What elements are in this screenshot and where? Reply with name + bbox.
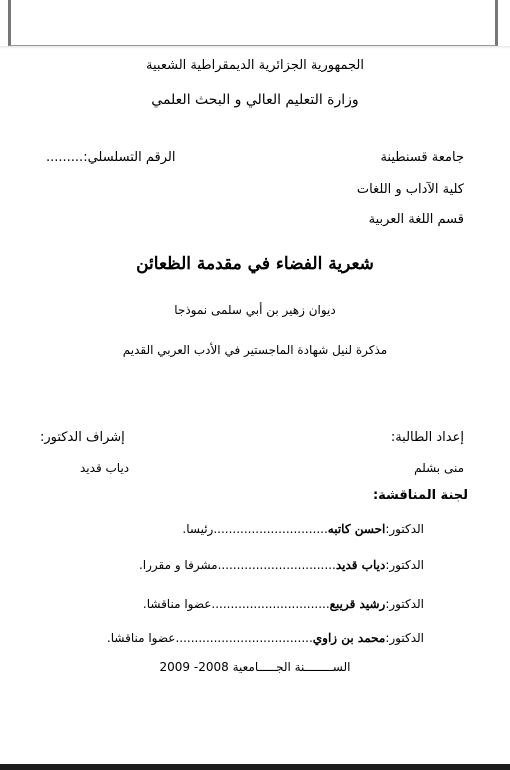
committee-row-3 [143, 596, 424, 612]
page-frame-top [8, 0, 498, 46]
thesis-degree: مذكرة لنيل شهادة الماجستير في الأدب العربي القديم [122, 343, 388, 357]
committee-member-name: رشيد قريبع [329, 597, 386, 611]
committee-member-name: محمد بن زاوي [312, 631, 386, 645]
republic-heading: الجمهورية الجزائرية الديمقراطية الشعبية [146, 58, 364, 73]
committee-member-name: احسن كاتبه [327, 522, 386, 536]
student-label: إعداد الطالبة: [390, 430, 464, 445]
committee-heading: لجنة المناقشة: [372, 488, 468, 503]
ministry-heading: وزارة التعليم العالي و البحث العلمي [151, 92, 359, 108]
committee-prefix: الدكتور: [385, 631, 424, 645]
page-shadow [0, 46, 510, 49]
committee-row-2 [139, 557, 424, 573]
serial-number: الرقم التسلسلي:......... [46, 150, 176, 165]
committee-member-name: دياب قديد [335, 558, 386, 572]
committee-prefix: الدكتور: [385, 558, 424, 572]
committee-role: ...............................عضوا مناقشا. [142, 597, 330, 611]
committee-role: ....................................عضوا مناقشا. [106, 631, 313, 645]
committee-role: ...............................مشرفا و مقررا. [138, 558, 336, 572]
committee-row-1 [182, 521, 424, 537]
student-name: منى بشلم [414, 461, 464, 475]
university-name: جامعة قسنطينة [380, 150, 464, 165]
thesis-subtitle: ديوان زهير بن أبي سلمى نموذجا [174, 303, 336, 317]
department-name: قسم اللغة العربية [368, 212, 464, 227]
supervisor-name: دياب قديد [80, 461, 130, 475]
faculty-name: كلية الآداب و اللغات [356, 182, 464, 197]
thesis-title: شعرية الفضاء في مقدمة الظعائن [136, 254, 374, 274]
academic-year: الســــــــنة الجـــــامعية 2008- 2009 [159, 660, 351, 674]
committee-prefix: الدكتور: [385, 522, 424, 536]
page-bottom-edge [0, 764, 510, 770]
committee-role: ..............................رئيسا. [182, 522, 328, 536]
committee-prefix: الدكتور: [385, 597, 424, 611]
supervisor-label: إشراف الدكتور: [40, 430, 125, 445]
committee-row-4 [107, 630, 424, 646]
